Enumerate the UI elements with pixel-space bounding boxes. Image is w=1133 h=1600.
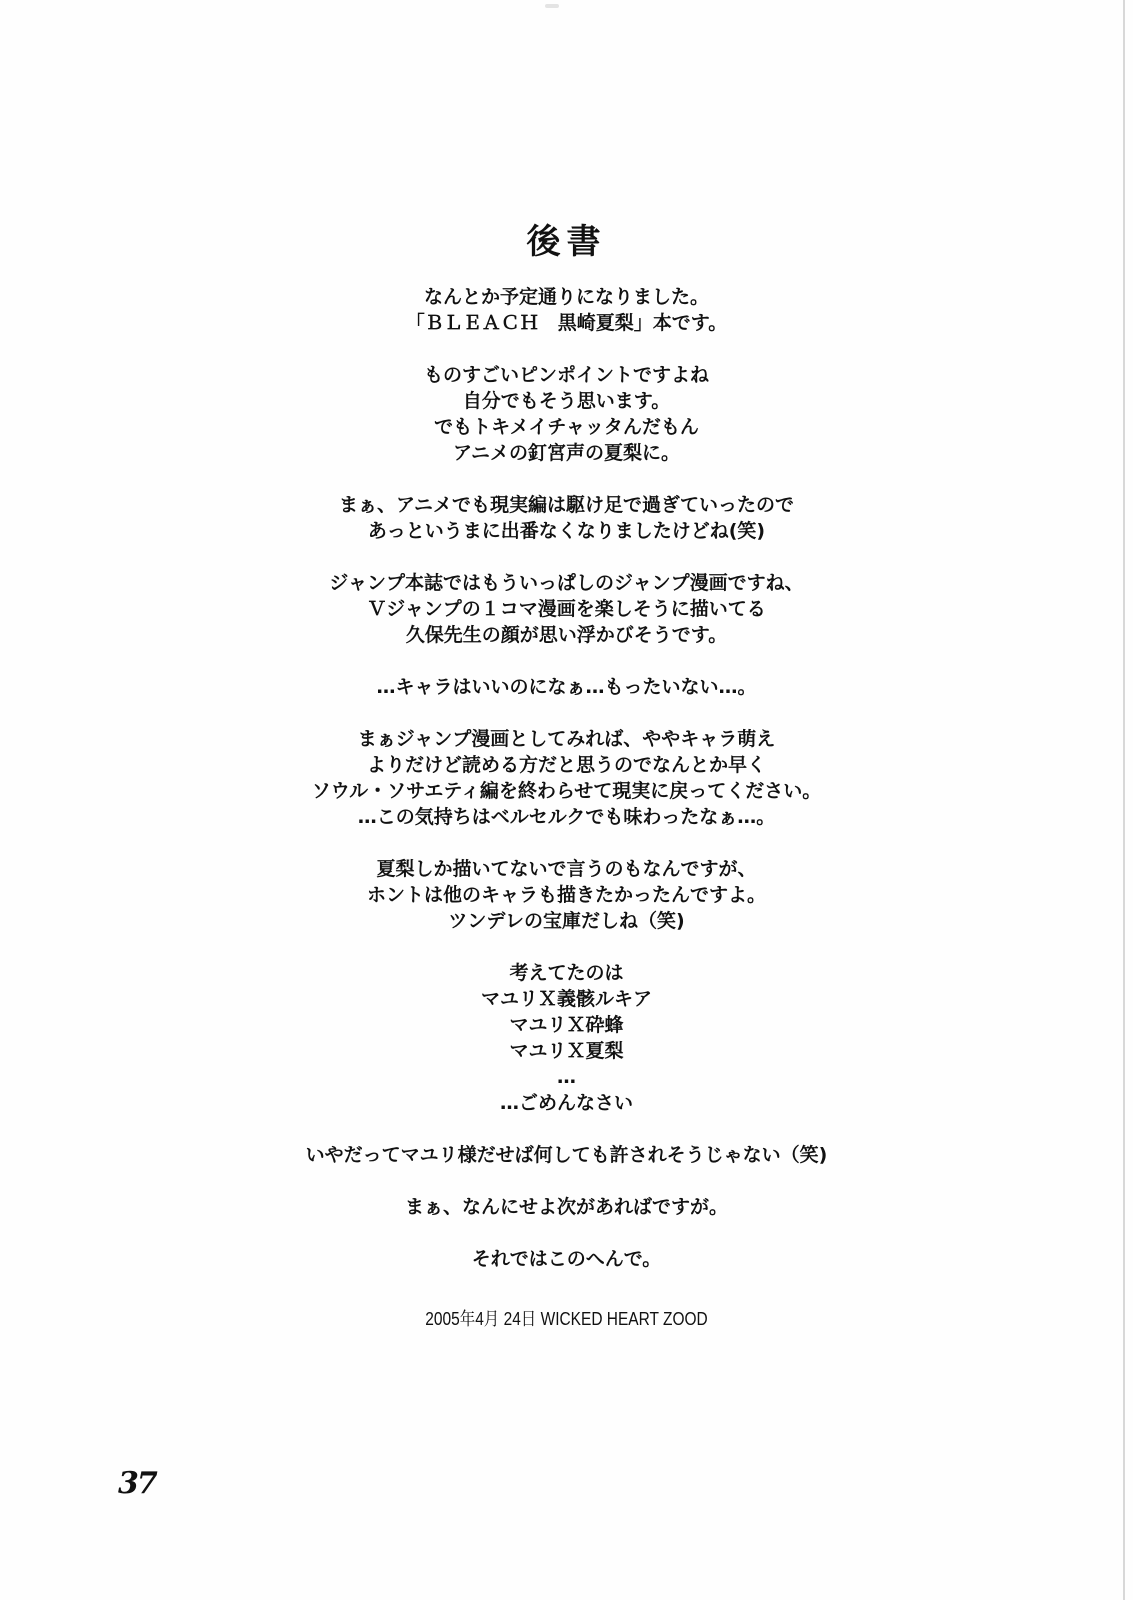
paragraph — [0, 1142, 1133, 1168]
text-line: …ごめんなさい — [499, 1092, 633, 1114]
text-line: まぁ、なんにせよ次があればですが。 — [404, 1196, 728, 1218]
text-line: ものすごいピンポイントですよね — [423, 364, 709, 386]
page-title: 後書 — [526, 222, 607, 262]
signature-line: 2005年4月 24日 WICKED HEART ZOOD — [425, 1309, 708, 1329]
text-line: マユリＸ砕蜂 — [509, 1014, 624, 1036]
scan-speck — [545, 4, 559, 8]
paragraph — [0, 1246, 1133, 1272]
text-line: 「ＢＬＥＡＣＨ 黒崎夏梨」本です。 — [405, 312, 728, 334]
paragraph — [0, 1194, 1133, 1220]
text-line: ジャンプ本誌ではもういっぱしのジャンプ漫画ですね、 — [329, 572, 804, 594]
text-line: …キャラはいいのになぁ…もったいない…。 — [376, 676, 757, 698]
text-line: ツンデレの宝庫だしね（笑) — [448, 910, 685, 932]
paragraph — [0, 674, 1133, 700]
text-line: それではこのへんで。 — [471, 1248, 662, 1270]
text-line: マユリＸ義骸ルキア — [480, 988, 652, 1010]
paragraph — [0, 856, 1133, 934]
text-line: 考えてたのは — [509, 962, 624, 984]
text-line: Ｖジャンプの１コマ漫画を楽しそうに描いてる — [367, 598, 766, 620]
text-line: 久保先生の顔が思い浮かびそうです。 — [405, 624, 728, 646]
text-line: アニメの釘宮声の夏梨に。 — [452, 442, 681, 464]
paragraph — [0, 570, 1133, 648]
paragraph — [0, 726, 1133, 830]
text-line: いやだってマユリ様だせば何しても許されそうじゃない（笑) — [305, 1144, 828, 1166]
text-line: なんとか予定通りになりました。 — [423, 286, 709, 308]
text-line: でもトキメイチャッタんだもん — [434, 416, 699, 438]
text-line: 夏梨しか描いてないで言うのもなんですが、 — [376, 858, 757, 880]
text-line: ソウル・ソサエティ編を終わらせて現実に戻ってください。 — [311, 780, 822, 802]
text-line: … — [557, 1066, 576, 1088]
text-line: …この気持ちはベルセルクでも味わったなぁ…。 — [357, 806, 776, 828]
paragraph — [0, 960, 1133, 1116]
text-line: まぁ、アニメでも現実編は駆け足で過ぎていったので — [338, 494, 795, 516]
paragraph — [0, 492, 1133, 544]
text-line: マユリＸ夏梨 — [509, 1040, 624, 1062]
text-line: ホントは他のキャラも描きたかったんですよ。 — [366, 884, 766, 906]
text-line: よりだけど読める方だと思うのでなんとか早く — [366, 754, 766, 776]
text-line: あっというまに出番なくなりましたけどね(笑) — [367, 520, 766, 542]
afterword-body — [0, 284, 1133, 1298]
paragraph — [0, 284, 1133, 336]
text-line: まぁジャンプ漫画としてみれば、ややキャラ萌え — [357, 728, 776, 750]
text-line: 自分でもそう思います。 — [462, 390, 671, 412]
page-number: 37 — [118, 1466, 156, 1501]
paragraph — [0, 362, 1133, 466]
